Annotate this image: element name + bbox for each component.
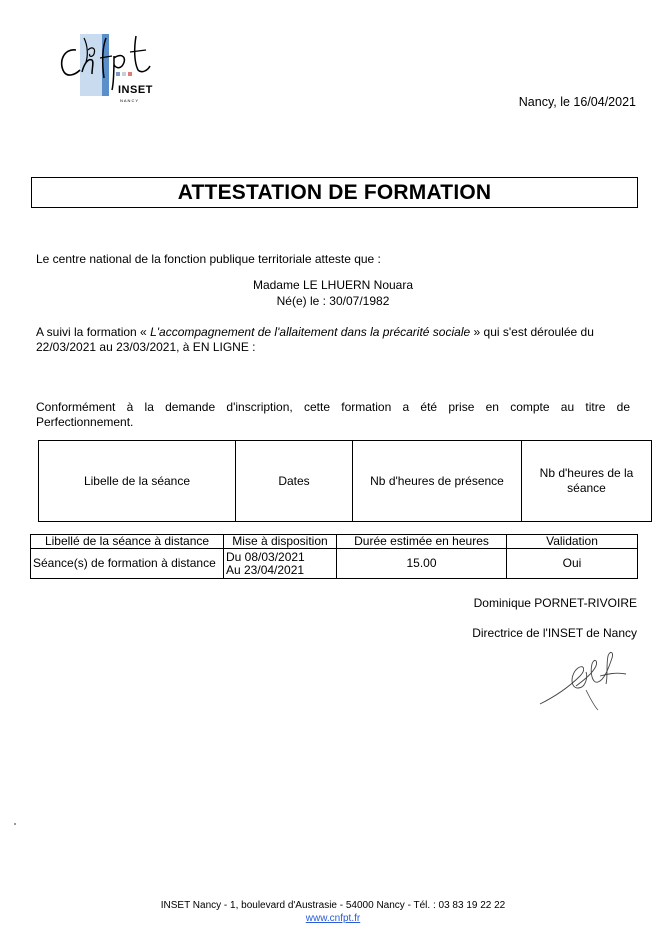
distance-row-dates bbox=[224, 549, 337, 579]
logo-dot-grey bbox=[122, 72, 126, 76]
scan-speck bbox=[14, 823, 16, 825]
presence-header-dates: Dates bbox=[236, 441, 353, 522]
presence-header-label: Libelle de la séance bbox=[39, 441, 236, 522]
footer-address: INSET Nancy - 1, boulevard d'Austrasie - 54000 Nancy - Tél. : 03 83 19 22 22 bbox=[160, 900, 506, 911]
logo-subtitle: INSET bbox=[118, 84, 153, 96]
presence-header-session-hours: Nb d'heures de la séance bbox=[522, 441, 652, 522]
distance-table-header bbox=[31, 535, 638, 549]
trainee-name: Madame LE LHUERN Nouara bbox=[252, 278, 414, 292]
distance-row-date-from: Du 08/03/2021 bbox=[226, 549, 305, 564]
distance-row-label: Séance(s) de formation à distance bbox=[31, 549, 224, 579]
footer-website-link[interactable]: www.cnfpt.fr bbox=[305, 913, 361, 924]
table-row bbox=[31, 549, 638, 579]
footer bbox=[0, 899, 666, 925]
distance-header-availability: Mise à disposition bbox=[224, 535, 337, 549]
handwritten-signature bbox=[536, 646, 632, 712]
distance-row-duration: 15.00 bbox=[337, 549, 507, 579]
distance-row-date-to: Au 23/04/2021 bbox=[226, 562, 305, 577]
training-paragraph bbox=[36, 325, 630, 355]
conformity-line-2: Perfectionnement. bbox=[36, 415, 134, 429]
distance-table bbox=[30, 534, 638, 579]
distance-header-duration: Durée estimée en heures bbox=[337, 535, 507, 549]
training-dates: 22/03/2021 au 23/03/2021, à EN LIGNE : bbox=[36, 340, 256, 354]
signatory-name: Dominique PORNET-RIVOIRE bbox=[473, 596, 637, 610]
conformity-line-1: Conformément à la demande d'inscription, cette formation a été prise en compte au titre de bbox=[36, 400, 630, 414]
presence-table bbox=[38, 440, 652, 522]
presence-header-hours: Nb d'heures de présence bbox=[353, 441, 522, 522]
training-suffix: » qui s'est déroulée du bbox=[470, 325, 594, 339]
title-box bbox=[31, 177, 638, 208]
signatory-role: Directrice de l'INSET de Nancy bbox=[472, 626, 637, 640]
distance-header-label: Libellé de la séance à distance bbox=[31, 535, 224, 549]
conformity-paragraph bbox=[36, 400, 630, 430]
training-title: L'accompagnement de l'allaitement dans la précarité sociale bbox=[150, 325, 471, 339]
distance-header-validation: Validation bbox=[507, 535, 638, 549]
document-title: ATTESTATION DE FORMATION bbox=[177, 180, 492, 204]
logo-dot-red bbox=[128, 72, 132, 76]
trainee-birthdate: Né(e) le : 30/07/1982 bbox=[276, 294, 390, 308]
distance-row-validation: Oui bbox=[507, 549, 638, 579]
document-date: Nancy, le 16/04/2021 bbox=[518, 95, 636, 109]
intro-text: Le centre national de la fonction publique territoriale atteste que : bbox=[36, 252, 381, 266]
cnfpt-logo bbox=[54, 28, 162, 108]
logo-dot-blue bbox=[116, 72, 120, 76]
logo-city: NANCY bbox=[120, 98, 140, 103]
training-prefix: A suivi la formation « bbox=[36, 325, 151, 339]
